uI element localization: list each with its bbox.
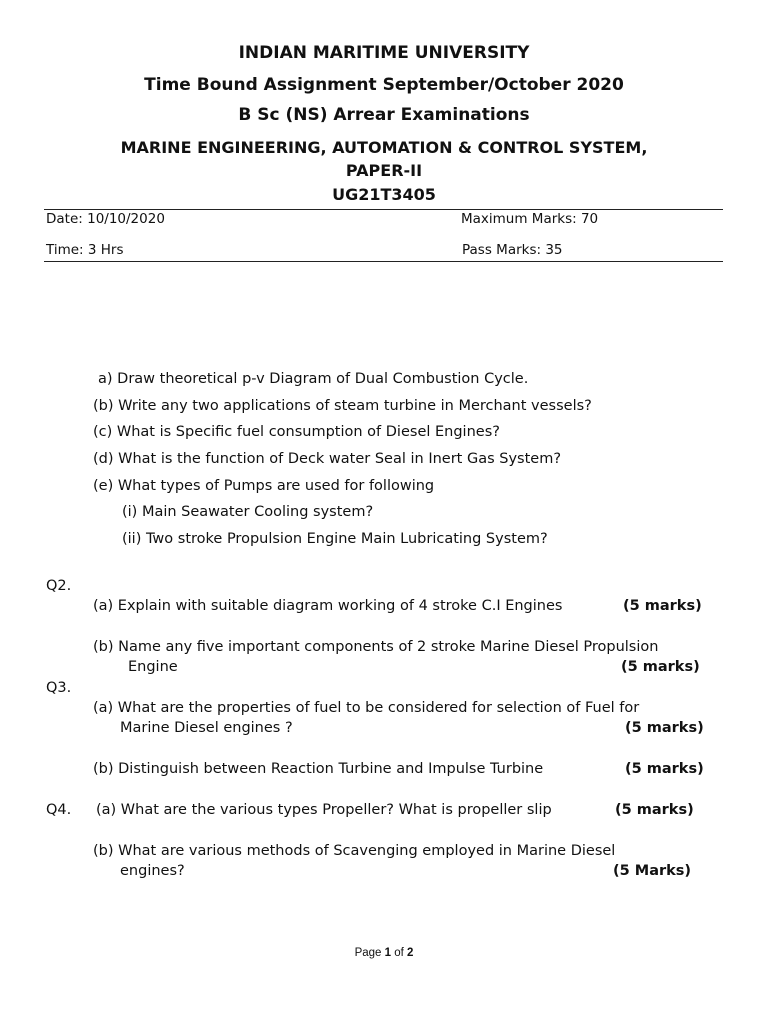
footer-page-word: Page bbox=[354, 947, 382, 959]
q1-item-e: (e) What types of Pumps are used for following bbox=[93, 478, 435, 494]
q1-item-c: (c) What is Specific fuel consumption of Diesel Engines? bbox=[93, 424, 500, 440]
q3-label: Q3. bbox=[46, 680, 72, 696]
q3-item-a-line1: (a) What are the properties of fuel to be considered for selection of Fuel for bbox=[93, 700, 640, 716]
q3-a-marks: (5 marks) bbox=[625, 720, 704, 736]
q4-b-marks: (5 Marks) bbox=[613, 863, 692, 879]
university-title: INDIAN MARITIME UNIVERSITY bbox=[238, 43, 530, 63]
q1-item-a: a) Draw theoretical p-v Diagram of Dual Combustion Cycle. bbox=[98, 371, 529, 387]
q3-item-b: (b) Distinguish between Reaction Turbine and Impulse Turbine bbox=[93, 761, 544, 777]
q1-item-e-ii: (ii) Two stroke Propulsion Engine Main Lubricating System? bbox=[122, 531, 548, 547]
header-rule-top bbox=[44, 209, 723, 210]
page-footer bbox=[0, 947, 768, 959]
q2-a-marks: (5 marks) bbox=[623, 598, 702, 614]
exam-date: Date: 10/10/2020 bbox=[46, 211, 165, 227]
course-code: UG21T3405 bbox=[332, 185, 436, 204]
q2-item-b-line1: (b) Name any five important components of 2 stroke Marine Diesel Propulsion bbox=[93, 639, 659, 655]
subject-line-1: MARINE ENGINEERING, AUTOMATION & CONTROL SYSTEM, bbox=[120, 138, 648, 157]
q1-item-e-i: (i) Main Seawater Cooling system? bbox=[122, 504, 374, 520]
assignment-title: Time Bound Assignment September/October 2020 bbox=[144, 75, 624, 95]
q1-item-b: (b) Write any two applications of steam turbine in Merchant vessels? bbox=[93, 398, 592, 414]
footer-page-total: 2 bbox=[407, 947, 414, 959]
header-rule-bottom bbox=[44, 261, 723, 262]
q3-item-a-line2: Marine Diesel engines ? bbox=[120, 720, 293, 736]
q4-label: Q4. bbox=[46, 802, 72, 818]
q3-b-marks: (5 marks) bbox=[625, 761, 704, 777]
q1-item-d: (d) What is the function of Deck water Seal in Inert Gas System? bbox=[93, 451, 562, 467]
footer-page-number: 1 bbox=[384, 947, 392, 959]
q4-a-marks: (5 marks) bbox=[615, 802, 694, 818]
q4-item-b-line1: (b) What are various methods of Scavenging employed in Marine Diesel bbox=[93, 843, 616, 859]
pass-marks: Pass Marks: 35 bbox=[462, 242, 563, 258]
q2-label: Q2. bbox=[46, 578, 72, 594]
program-title: B Sc (NS) Arrear Examinations bbox=[238, 105, 530, 125]
subject-line-2: PAPER-II bbox=[345, 161, 423, 180]
maximum-marks: Maximum Marks: 70 bbox=[461, 211, 599, 227]
footer-of-word: of bbox=[394, 947, 404, 959]
q2-item-b-line2: Engine bbox=[128, 659, 178, 675]
q2-b-marks: (5 marks) bbox=[621, 659, 700, 675]
q4-item-a: (a) What are the various types Propeller? What is propeller slip bbox=[96, 802, 552, 818]
exam-time: Time: 3 Hrs bbox=[46, 242, 124, 258]
q2-item-a: (a) Explain with suitable diagram working of 4 stroke C.I Engines bbox=[93, 598, 563, 614]
q4-item-b-line2: engines? bbox=[120, 863, 185, 879]
